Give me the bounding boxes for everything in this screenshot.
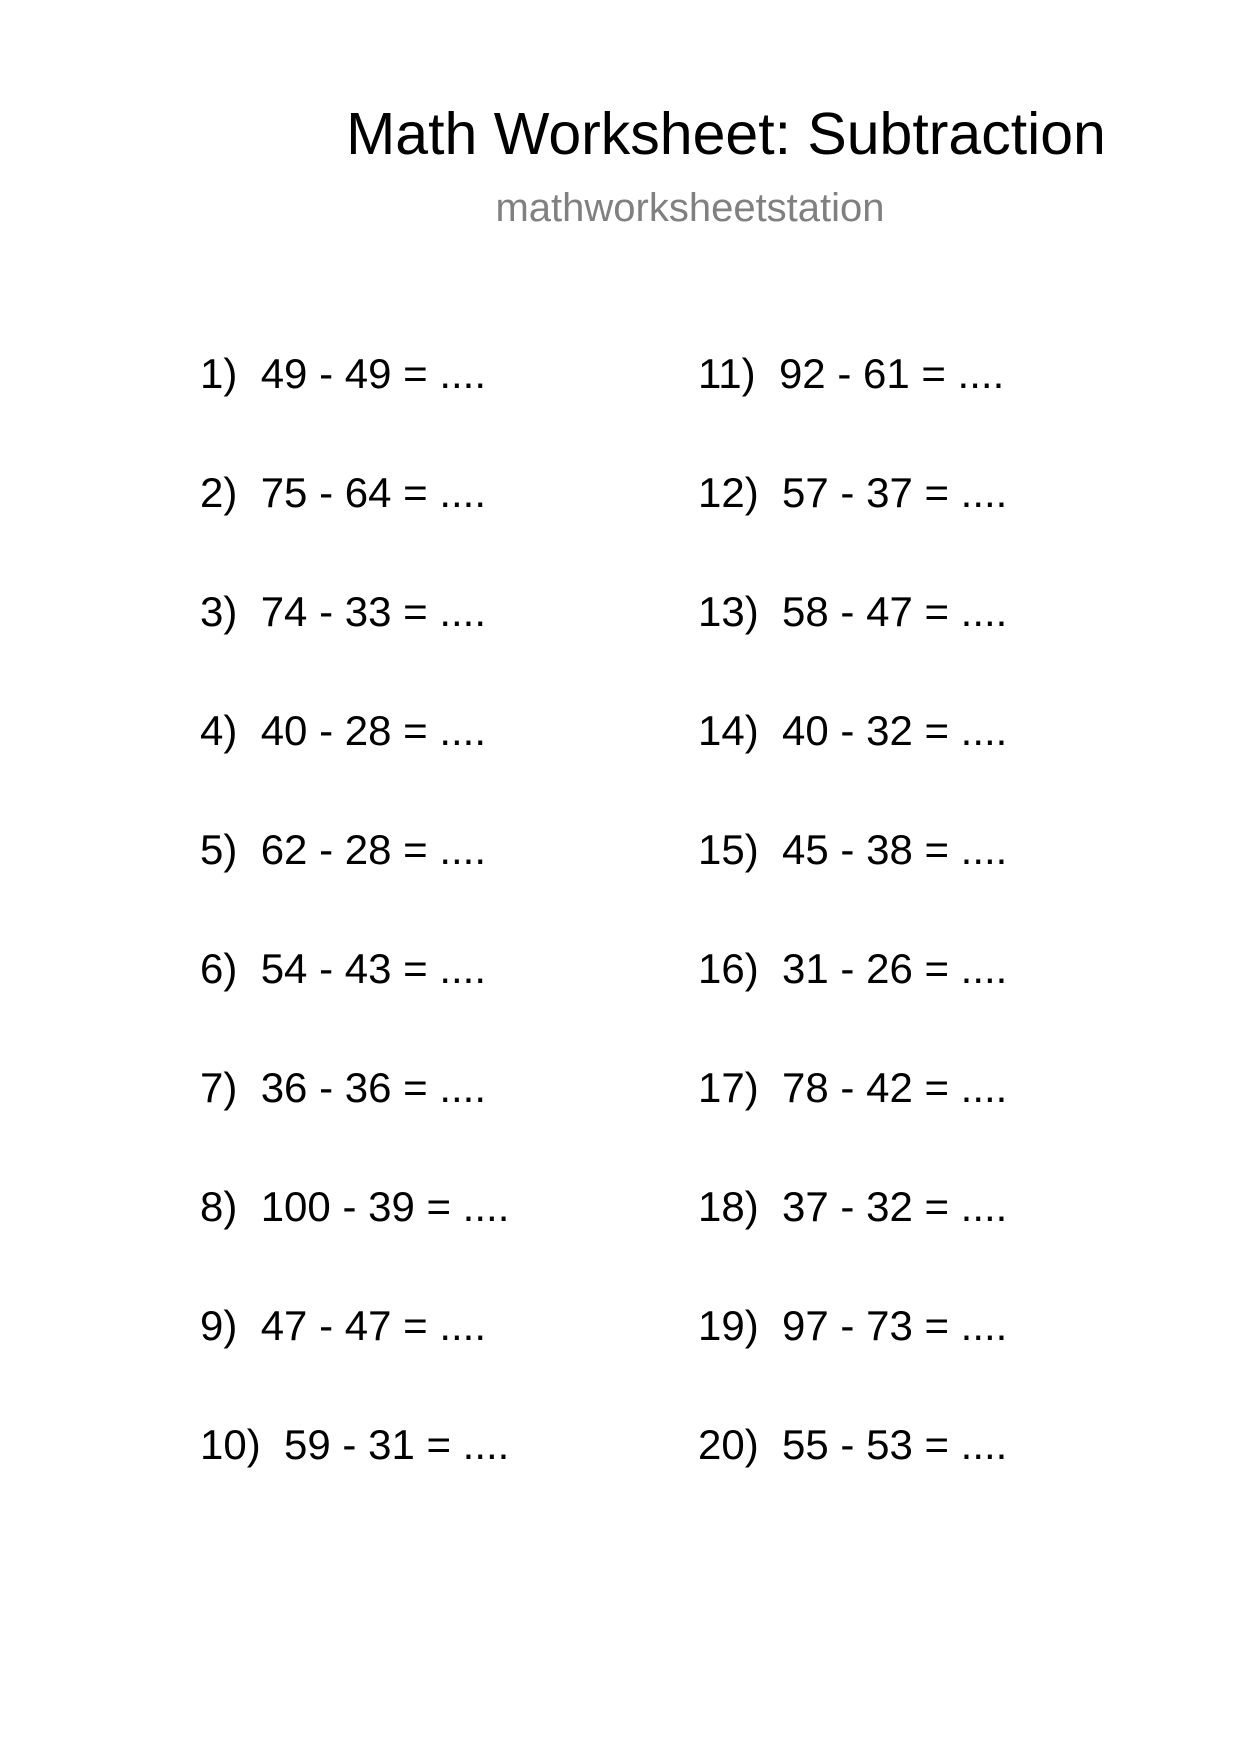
problem-expression: 47 - 47 = .... xyxy=(260,1302,487,1349)
problem-number: 16) xyxy=(698,945,759,992)
problem-number: 1) xyxy=(200,350,238,397)
problem-item xyxy=(698,1296,1007,1356)
problem-expression: 37 - 32 = .... xyxy=(782,1183,1008,1230)
problem-expression: 55 - 53 = .... xyxy=(782,1421,1008,1468)
problem-item xyxy=(698,344,1004,404)
problem-number: 2) xyxy=(200,469,238,516)
problem-item xyxy=(200,1415,509,1475)
problem-expression: 100 - 39 = .... xyxy=(260,1183,510,1230)
problem-number: 4) xyxy=(200,707,238,754)
problem-number: 18) xyxy=(698,1183,759,1230)
problem-number: 11) xyxy=(698,350,756,397)
problem-expression: 74 - 33 = .... xyxy=(260,588,487,635)
problem-number: 15) xyxy=(698,826,759,873)
problem-expression: 31 - 26 = .... xyxy=(782,945,1008,992)
problem-expression: 40 - 28 = .... xyxy=(260,707,487,754)
problem-expression: 36 - 36 = .... xyxy=(260,1064,487,1111)
problem-expression: 59 - 31 = .... xyxy=(284,1421,510,1468)
problem-item xyxy=(698,582,1007,642)
problem-item xyxy=(698,939,1007,999)
problem-item xyxy=(698,1058,1007,1118)
problem-item xyxy=(698,463,1007,523)
problem-expression: 58 - 47 = .... xyxy=(782,588,1008,635)
problem-item xyxy=(200,344,486,404)
page-title: Math Worksheet: Subtraction xyxy=(346,101,1106,167)
problem-item xyxy=(698,820,1007,880)
problem-number: 13) xyxy=(698,588,759,635)
problem-item xyxy=(200,939,486,999)
problem-number: 3) xyxy=(200,588,238,635)
problem-expression: 45 - 38 = .... xyxy=(782,826,1008,873)
problem-item xyxy=(698,1415,1007,1475)
problem-expression: 49 - 49 = .... xyxy=(260,350,487,397)
problem-number: 19) xyxy=(698,1302,759,1349)
problem-number: 14) xyxy=(698,707,759,754)
problem-number: 6) xyxy=(200,945,238,992)
problem-item xyxy=(200,1296,486,1356)
problem-item xyxy=(200,582,486,642)
problem-number: 8) xyxy=(200,1183,238,1230)
problem-item xyxy=(200,701,486,761)
site-name: mathworksheetstation xyxy=(495,186,885,230)
problem-expression: 40 - 32 = .... xyxy=(782,707,1008,754)
problem-item xyxy=(200,1177,509,1237)
problem-number: 9) xyxy=(200,1302,238,1349)
problem-expression: 92 - 61 = .... xyxy=(778,350,1005,397)
problem-expression: 54 - 43 = .... xyxy=(260,945,487,992)
problem-expression: 78 - 42 = .... xyxy=(782,1064,1008,1111)
problem-expression: 97 - 73 = .... xyxy=(782,1302,1008,1349)
problem-item xyxy=(698,1177,1007,1237)
problem-item xyxy=(200,820,486,880)
problem-number: 5) xyxy=(200,826,238,873)
problem-number: 10) xyxy=(200,1421,261,1468)
problem-expression: 62 - 28 = .... xyxy=(260,826,487,873)
problem-number: 7) xyxy=(200,1064,238,1111)
problem-item xyxy=(698,701,1007,761)
problem-expression: 75 - 64 = .... xyxy=(260,469,487,516)
problem-number: 20) xyxy=(698,1421,759,1468)
problem-expression: 57 - 37 = .... xyxy=(782,469,1008,516)
problem-number: 17) xyxy=(698,1064,759,1111)
problem-number: 12) xyxy=(698,469,759,516)
problem-item xyxy=(200,1058,486,1118)
problem-item xyxy=(200,463,486,523)
